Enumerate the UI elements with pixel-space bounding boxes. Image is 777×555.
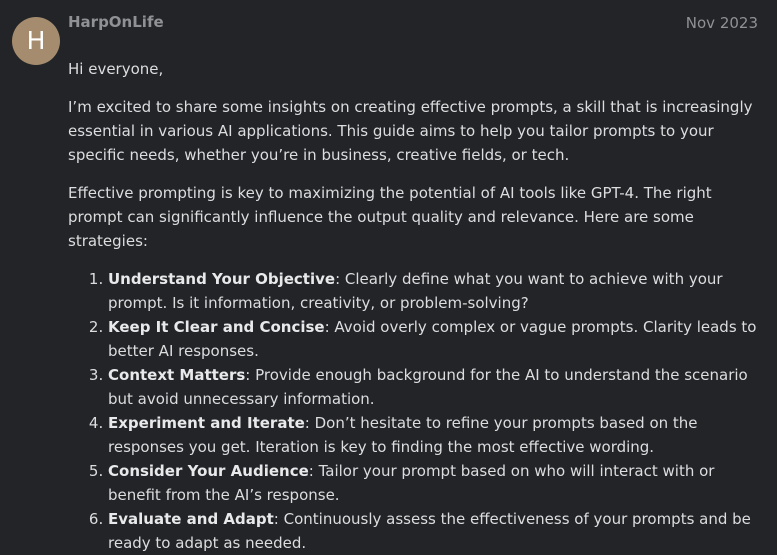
list-item <box>108 411 768 459</box>
strategy-title: Experiment and Iterate <box>108 414 305 432</box>
post-date[interactable]: Nov 2023 <box>685 14 758 32</box>
strategy-text: : Provide enough background for the AI to understand the scenario but avoid unnecessary information. <box>108 366 748 408</box>
strategy-text: : Avoid overly complex or vague prompts. Clarity leads to better AI responses. <box>108 318 757 360</box>
strategy-text: : Tailor your prompt based on who will interact with or benefit from the AI’s response. <box>108 462 715 504</box>
strategy-text: : Continuously assess the effectiveness of your prompts and be ready to adapt as needed. <box>108 510 751 552</box>
greeting-text: Hi everyone, <box>68 60 164 78</box>
strategy-title: Context Matters <box>108 366 246 384</box>
strategy-text: : Clearly define what you want to achieve with your prompt. Is it information, creativity, or problem-solving? <box>108 270 723 312</box>
intro-paragraph: I’m excited to share some insights on creating effective prompts, a skill that is increasingly essential in various AI applications. This guide aims to help you tailor prompts to your specific needs, whether you’re in business, creative fields, or tech. <box>68 98 753 164</box>
post-body <box>68 57 768 555</box>
list-item <box>108 459 768 507</box>
strategy-title: Understand Your Objective <box>108 270 336 288</box>
strategy-text: : Don’t hesitate to refine your prompts based on the responses you get. Iteration is key to finding the most effective wording. <box>108 414 698 456</box>
strategy-title: Keep It Clear and Concise <box>108 318 325 336</box>
list-item <box>108 507 768 555</box>
username-link[interactable]: HarpOnLife <box>68 13 164 31</box>
strategy-intro-paragraph: Effective prompting is key to maximizing the potential of AI tools like GPT-4. The right prompt can significantly influence the output quality and relevance. Here are some strategies: <box>68 184 712 250</box>
list-item <box>108 315 768 363</box>
list-item <box>108 363 768 411</box>
list-item <box>108 267 768 315</box>
avatar[interactable]: H <box>12 17 60 65</box>
strategy-list <box>68 267 768 555</box>
strategy-title: Evaluate and Adapt <box>108 510 274 528</box>
strategy-title: Consider Your Audience <box>108 462 309 480</box>
